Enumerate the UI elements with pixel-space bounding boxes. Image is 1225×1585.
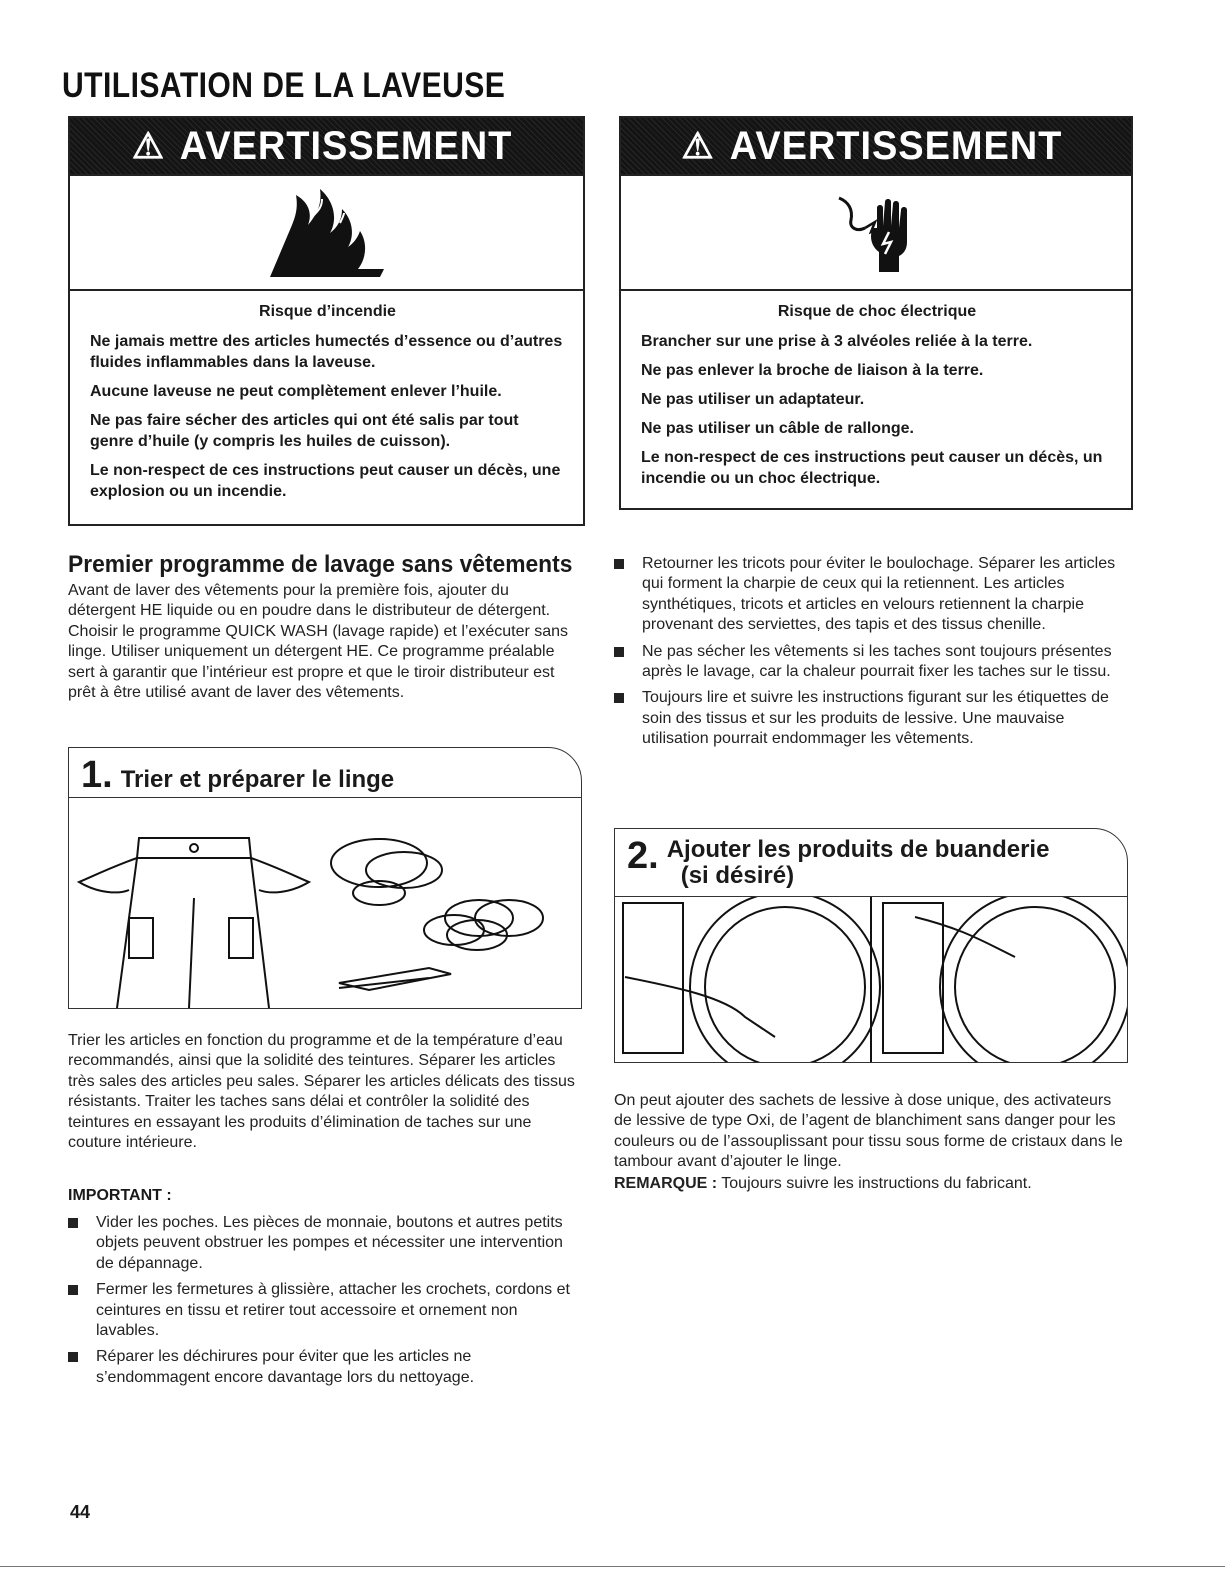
warning-line: Ne pas utiliser un adaptateur. — [641, 391, 865, 408]
warning-title: Risque d’incendie — [259, 303, 396, 320]
warning-line: Le non-respect de ces instructions peut causer un décès, une explosion ou un incendie. — [90, 462, 561, 500]
warning-header — [70, 118, 583, 176]
remark-text: Toujours suivre les instructions du fabricant. — [717, 1175, 1032, 1192]
list-item — [68, 1347, 578, 1388]
fire-warning-box — [68, 116, 585, 526]
step2-title-line2: (si désiré) — [680, 862, 795, 889]
list-item — [68, 1213, 578, 1274]
electric-shock-icon-area — [621, 176, 1131, 291]
laundry-items-illustration — [69, 798, 581, 1008]
list-item — [614, 642, 1129, 683]
step1-text: Trier les articles en fonction du programme et de la température d’eau recommandés, ainsi que la solidité des teintures. Séparer les articles très sales des articles peu sales. Séparer les articles délicats des tissus résistants. Traiter les taches sans délai et contrôler la solidité des teintures en essayant les produits d’élimination de taches sur une couture intérieure. — [68, 1032, 575, 1152]
list-item-text: Vider les poches. Les pièces de monnaie, boutons et autres petits objets peuvent obstruer les pompes et nécessiter une intervention de dépannage. — [96, 1214, 563, 1272]
bullet-icon — [614, 693, 624, 703]
list-item — [614, 554, 1129, 636]
warning-header-text: AVERTISSEMENT — [729, 123, 1062, 168]
pants-icon — [79, 838, 309, 1008]
list-item-text: Toujours lire et suivre les instructions figurant sur les étiquettes de soin des tissus et sur les produits de lessive. Une mauvaise utilisation pourrait endommager les vêtements. — [642, 689, 1109, 748]
warning-title: Risque de choc électrique — [777, 303, 977, 320]
bottom-rule — [0, 1566, 1225, 1567]
important-label: IMPORTANT : — [68, 1187, 172, 1204]
warning-line: Ne pas utiliser un câble de rallonge. — [641, 420, 914, 437]
list-item-text: Réparer les déchirures pour éviter que les articles ne s’endommagent encore davantage lors du nettoyage. — [96, 1348, 475, 1386]
buttons-icon — [424, 900, 543, 950]
bullet-icon — [68, 1352, 78, 1362]
remark-label: REMARQUE : — [614, 1175, 718, 1192]
shock-warning-box — [619, 116, 1133, 510]
warning-line: Brancher sur une prise à 3 alvéoles reliée à la terre. — [641, 333, 1033, 350]
page-number: 44 — [70, 1502, 91, 1522]
washer-drum-right — [883, 897, 1127, 1063]
sorting-bullet-list — [614, 554, 1129, 756]
step2-number: 2. — [627, 835, 659, 877]
warning-triangle-icon: ⚠ — [681, 125, 715, 166]
bullet-icon — [614, 647, 624, 657]
step1-title: Trier et préparer le linge — [120, 766, 395, 793]
electric-shock-icon — [831, 188, 921, 278]
washer-drum-left — [623, 897, 880, 1063]
coins-icon — [331, 839, 442, 905]
list-item — [68, 1280, 578, 1341]
first-cycle-text: Avant de laver des vêtements pour la première fois, ajouter du détergent HE liquide ou en poudre dans le distributeur de détergent. Choisir le programme QUICK WASH (lavage rapide) et l’exécuter sans linge. Utiliser uniquement un détergent HE. Ce programme préalable sert à garantir que l’intérieur est propre et que le tiroir distributeur est prêt à être utilisé avant de laver des vêtements. — [68, 582, 569, 702]
list-item — [614, 688, 1129, 749]
warning-line: Aucune laveuse ne peut complètement enlever l’huile. — [90, 383, 502, 400]
fire-icon — [262, 185, 392, 280]
list-item-text: Retourner les tricots pour éviter le boulochage. Séparer les articles qui forment la charpie de ceux qui la retiennent. Les articles synthétiques, tricots et articles en velours retiennent la charpie provenant des serviettes, des tapis et des tissus chenille. — [642, 555, 1116, 634]
warning-line: Ne pas faire sécher des articles qui ont été salis par tout genre d’huile (y compris les huiles de cuisson). — [90, 412, 519, 450]
warning-header — [621, 118, 1131, 176]
list-item-text: Ne pas sécher les vêtements si les taches sont toujours présentes après le lavage, car la chaleur pourrait fixer les taches sur le tissu. — [642, 642, 1112, 681]
warning-triangle-icon: ⚠ — [131, 125, 166, 166]
warning-line: Ne jamais mettre des articles humectés d’essence ou d’autres fluides inflammables dans la laveuse. — [90, 333, 563, 371]
remark — [614, 1174, 1129, 1194]
warning-line: Ne pas enlever la broche de liaison à la terre. — [641, 362, 984, 379]
step1-number: 1. — [81, 754, 113, 796]
step1-box — [68, 747, 582, 1009]
warning-header-text: AVERTISSEMENT — [179, 123, 513, 168]
fire-icon-area — [70, 176, 583, 291]
bullet-icon — [68, 1285, 78, 1295]
important-bullet-list — [68, 1213, 578, 1394]
safety-pin-icon — [339, 968, 451, 990]
washer-drum-illustration — [615, 897, 1127, 1063]
first-cycle-heading: Premier programme de lavage sans vêtements — [68, 551, 573, 578]
step2-text: On peut ajouter des sachets de lessive à dose unique, des activateurs de lessive de type Oxi, de l’agent de blanchiment sans danger pour les couleurs ou de l’assouplissant pour tissu sous forme de cristaux dans le tambour avant d’ajouter le linge. — [614, 1092, 1123, 1171]
warning-line: Le non-respect de ces instructions peut causer un décès, un incendie ou un choc électrique. — [641, 449, 1103, 487]
bullet-icon — [614, 559, 624, 569]
page-title: UTILISATION DE LA LAVEUSE — [62, 66, 506, 105]
list-item-text: Fermer les fermetures à glissière, attacher les crochets, cordons et ceintures en tissu et retirer tout accessoire et ornement non lavables. — [96, 1281, 570, 1340]
step2-title-line1: Ajouter les produits de buanderie — [666, 836, 1050, 863]
step2-box — [614, 828, 1128, 1063]
bullet-icon — [68, 1218, 78, 1228]
